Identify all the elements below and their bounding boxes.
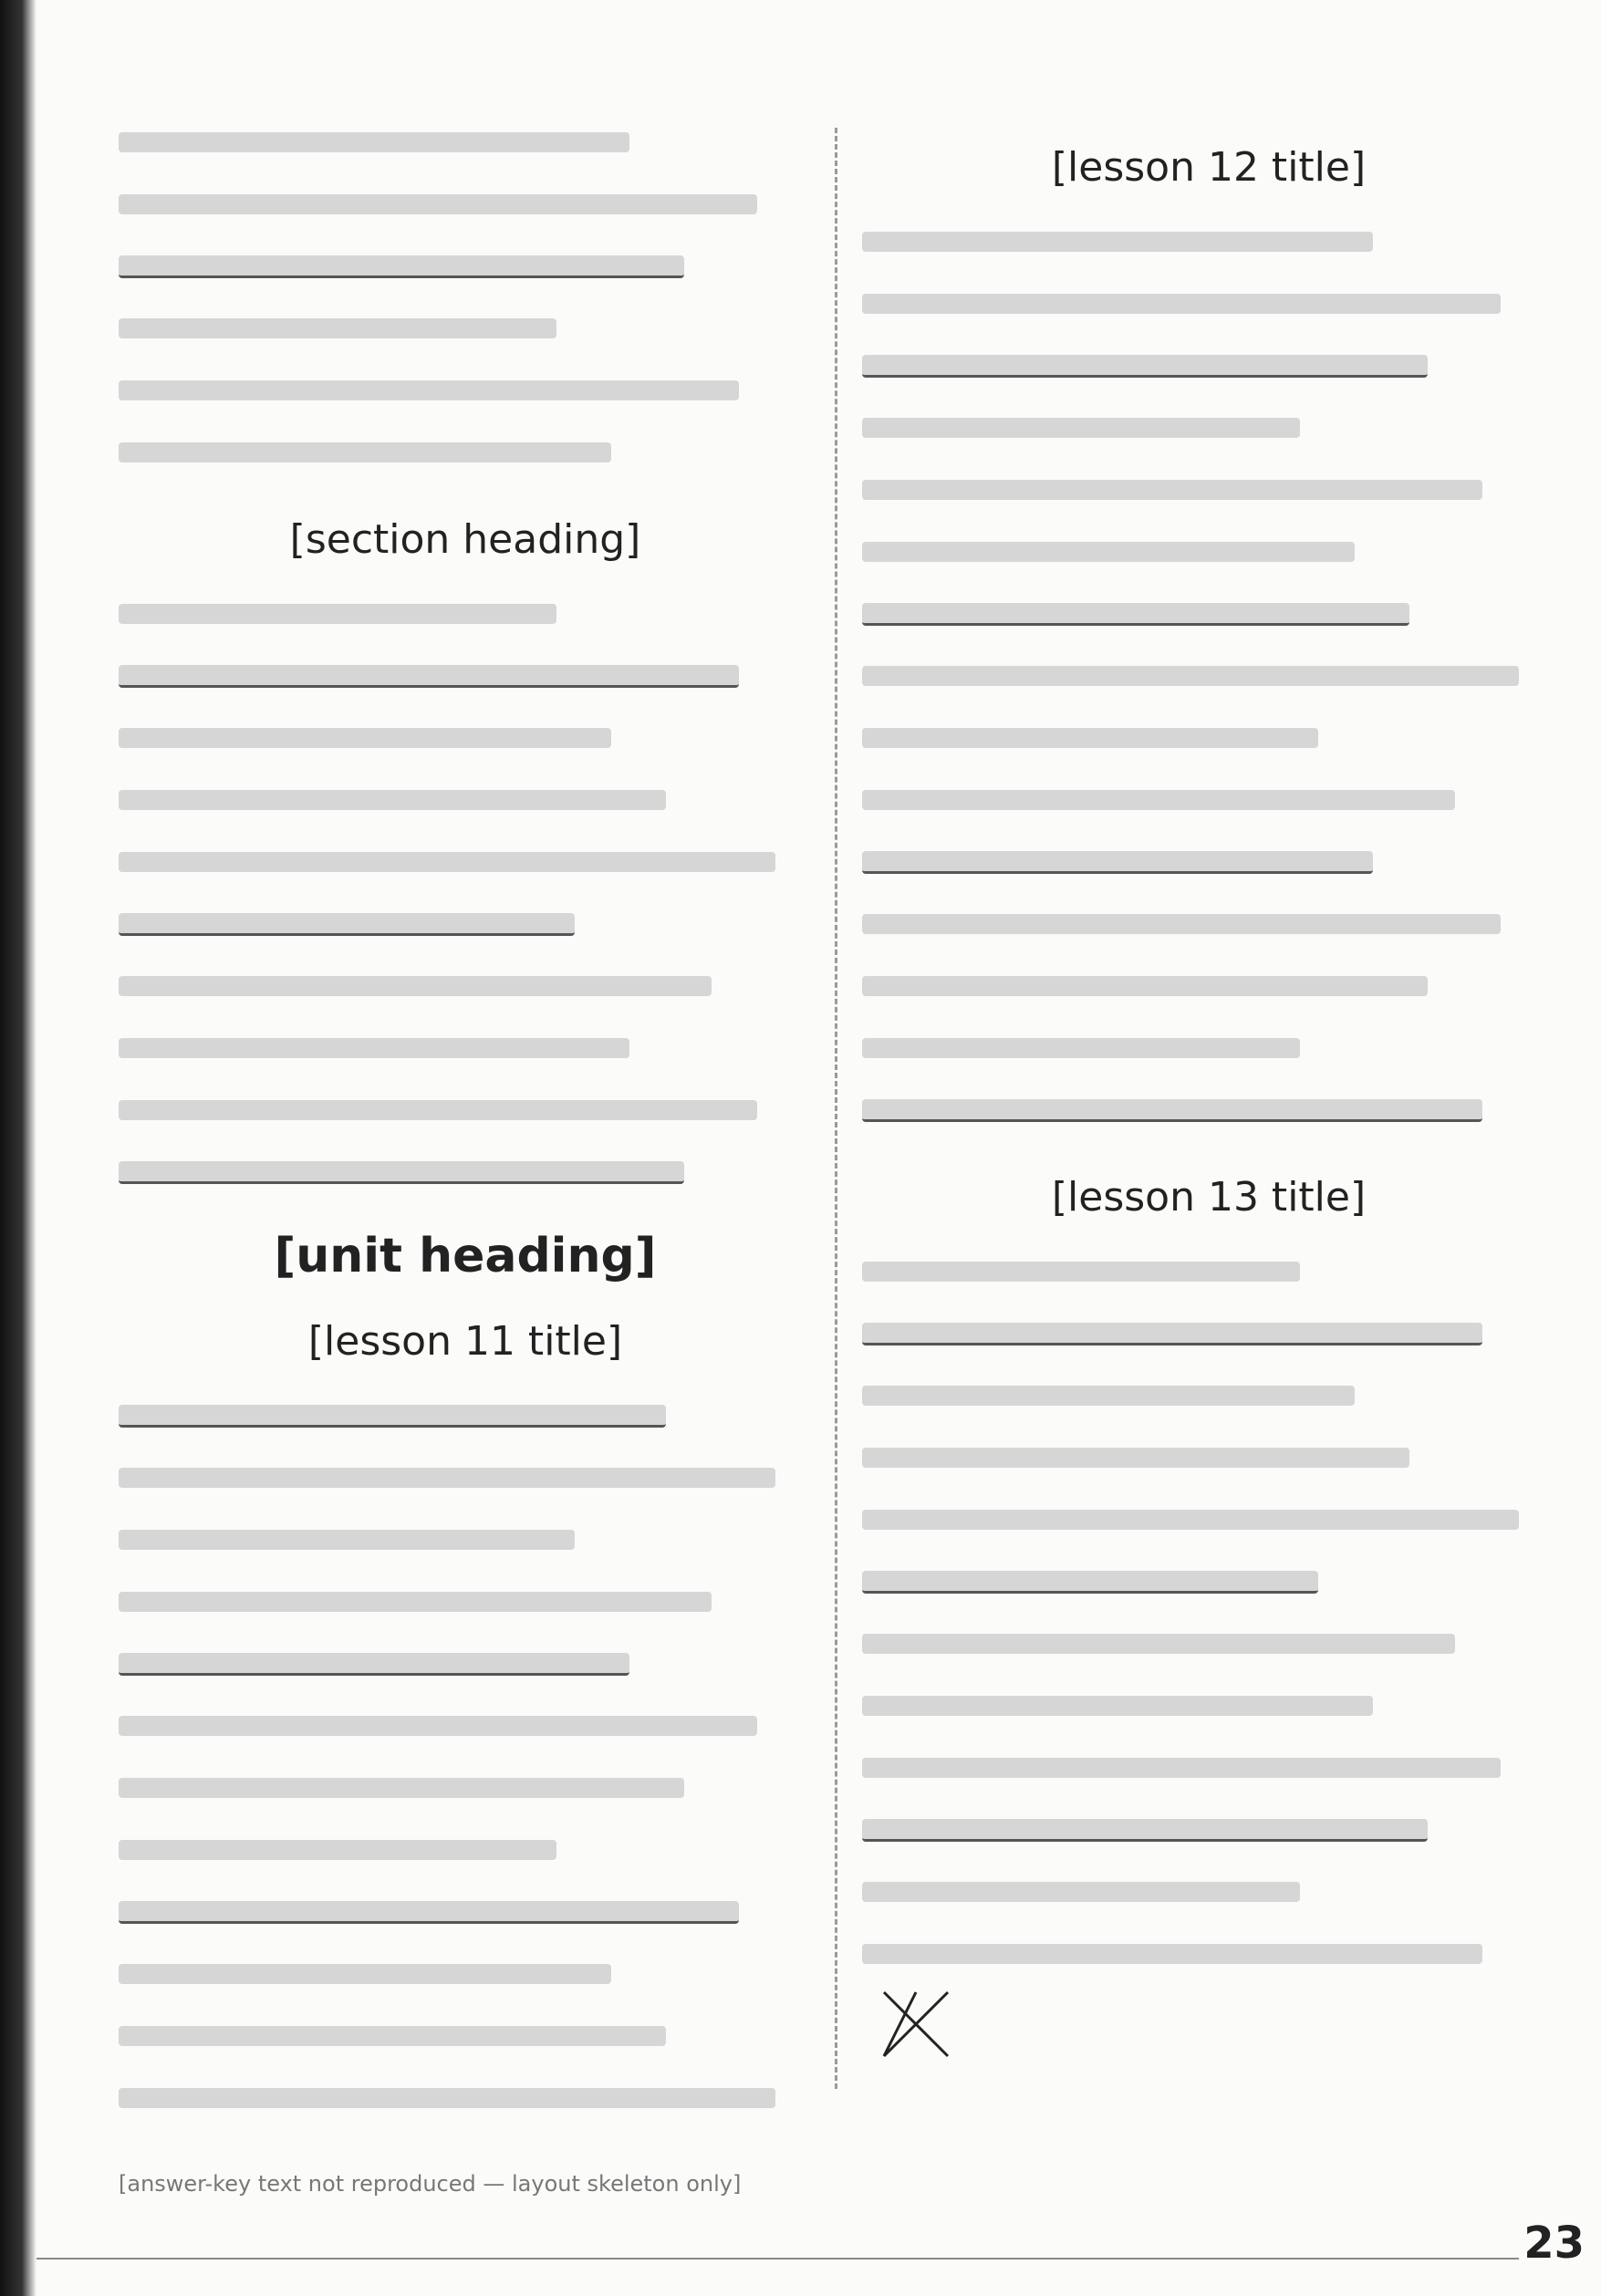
answer-line [862, 581, 1555, 643]
answer-text-placeholder [119, 132, 629, 152]
answer-text-placeholder [119, 1468, 775, 1488]
answer-text-placeholder [119, 194, 757, 214]
answer-text-placeholder [119, 1530, 575, 1550]
answer-line [119, 643, 812, 705]
answer-text-placeholder [119, 1161, 684, 1184]
answer-text-placeholder [862, 728, 1318, 748]
answer-text-placeholder [119, 1716, 757, 1736]
answer-text-placeholder [862, 1634, 1455, 1654]
answer-line [119, 1693, 812, 1755]
answer-text-placeholder [119, 1592, 712, 1612]
answer-line [119, 1941, 812, 2003]
unit-heading: [unit heading] [274, 1229, 657, 1283]
answer-text-placeholder [119, 1038, 629, 1058]
answer-text-placeholder [119, 1653, 629, 1676]
column-divider [835, 128, 837, 2089]
answer-line [119, 767, 812, 829]
answer-text-placeholder [862, 666, 1519, 686]
answer-text-placeholder [119, 2026, 666, 2046]
answer-line [862, 1921, 1555, 1983]
section-heading: [section heading] [289, 516, 641, 563]
answer-line [862, 767, 1555, 829]
answer-line [862, 1015, 1555, 1077]
answer-line [862, 209, 1555, 271]
answer-line [119, 2003, 812, 2065]
answer-line [119, 358, 812, 420]
answer-text-placeholder [862, 1038, 1300, 1058]
answer-line [119, 1631, 812, 1693]
answer-line [119, 1015, 812, 1077]
answer-text-placeholder [119, 442, 611, 462]
answer-line [862, 1301, 1555, 1363]
answer-line [862, 1487, 1555, 1549]
answer-text-placeholder [119, 604, 556, 624]
answer-text-placeholder [862, 1386, 1355, 1406]
placeholder-notice: [answer-key text not reproduced — layout skeleton only] [119, 2171, 742, 2197]
left-column [119, 109, 812, 2127]
section-heading: [lesson 12 title] [1051, 144, 1367, 191]
answer-text-placeholder [862, 232, 1373, 252]
answer-text-placeholder [862, 603, 1409, 626]
answer-text-placeholder [862, 418, 1300, 438]
answer-text-placeholder [862, 1323, 1482, 1345]
bottom-rule [36, 2258, 1519, 2260]
answer-line [119, 1879, 812, 1941]
answer-line [119, 1139, 812, 1201]
answer-text-placeholder [862, 914, 1501, 934]
answer-text-placeholder [862, 1819, 1428, 1842]
answer-line [119, 1755, 812, 1817]
answer-text-placeholder [862, 1262, 1300, 1282]
page-number: 23 [1523, 2218, 1585, 2269]
answer-line [119, 296, 812, 358]
answer-line [119, 1077, 812, 1139]
answer-line [862, 829, 1555, 891]
answer-line [862, 1735, 1555, 1797]
answer-text-placeholder [119, 1840, 556, 1860]
answer-line [862, 1549, 1555, 1611]
answer-line [862, 643, 1555, 705]
answer-text-placeholder [862, 294, 1501, 314]
answer-text-placeholder [862, 1099, 1482, 1122]
book-spine-shadow [0, 0, 36, 2296]
answer-line [119, 171, 812, 234]
answer-line [119, 109, 812, 171]
answer-text-placeholder [119, 728, 611, 748]
answer-text-placeholder [862, 1510, 1519, 1530]
answer-text-placeholder [119, 852, 775, 872]
answer-line [862, 1797, 1555, 1859]
answer-text-placeholder [862, 1571, 1318, 1594]
answer-text-placeholder [862, 1696, 1373, 1716]
answer-line [119, 705, 812, 767]
answer-line [862, 953, 1555, 1015]
answer-line [862, 1077, 1555, 1139]
answer-line [119, 234, 812, 296]
answer-line [119, 581, 812, 643]
answer-line [119, 1507, 812, 1569]
answer-line [862, 1425, 1555, 1487]
answer-text-placeholder [862, 1944, 1482, 1964]
answer-line [119, 953, 812, 1015]
answer-line [119, 1445, 812, 1507]
answer-line [119, 2065, 812, 2127]
section-heading: [lesson 11 title] [307, 1318, 623, 1365]
answer-line [119, 829, 812, 891]
answer-line [862, 395, 1555, 457]
answer-text-placeholder [119, 976, 712, 996]
answer-line [862, 1239, 1555, 1301]
answer-text-placeholder [119, 318, 556, 338]
answer-text-placeholder [119, 1901, 739, 1924]
answer-line [862, 705, 1555, 767]
answer-text-placeholder [119, 913, 575, 936]
answer-text-placeholder [862, 1758, 1501, 1778]
answer-line [862, 519, 1555, 581]
answer-line [119, 420, 812, 482]
answer-line [862, 1859, 1555, 1921]
answer-text-placeholder [862, 542, 1355, 562]
answer-line [862, 457, 1555, 519]
answer-text-placeholder [862, 480, 1482, 500]
answer-text-placeholder [862, 851, 1373, 874]
answer-line [862, 891, 1555, 953]
answer-line [119, 1569, 812, 1631]
section-heading: [lesson 13 title] [1051, 1174, 1367, 1221]
answer-text-placeholder [119, 1778, 684, 1798]
answer-line [862, 1611, 1555, 1673]
answer-text-placeholder [862, 790, 1455, 810]
answer-text-placeholder [119, 255, 684, 278]
answer-text-placeholder [862, 1448, 1409, 1468]
answer-text-placeholder [119, 380, 739, 400]
answer-line [119, 1383, 812, 1445]
answer-line [862, 271, 1555, 333]
answer-text-placeholder [119, 2088, 775, 2108]
answer-line [119, 891, 812, 953]
answer-text-placeholder [119, 1100, 757, 1120]
answer-line [119, 1817, 812, 1879]
answer-text-placeholder [862, 355, 1428, 378]
answer-line [862, 333, 1555, 395]
matching-lines-diagram [875, 1983, 957, 2065]
answer-line [862, 1363, 1555, 1425]
answer-text-placeholder [119, 790, 666, 810]
answer-text-placeholder [119, 665, 739, 688]
answer-text-placeholder [862, 976, 1428, 996]
right-column [862, 109, 1555, 2065]
answer-text-placeholder [119, 1964, 611, 1984]
answer-text-placeholder [119, 1405, 666, 1428]
answer-text-placeholder [862, 1882, 1300, 1902]
answer-line [862, 1673, 1555, 1735]
